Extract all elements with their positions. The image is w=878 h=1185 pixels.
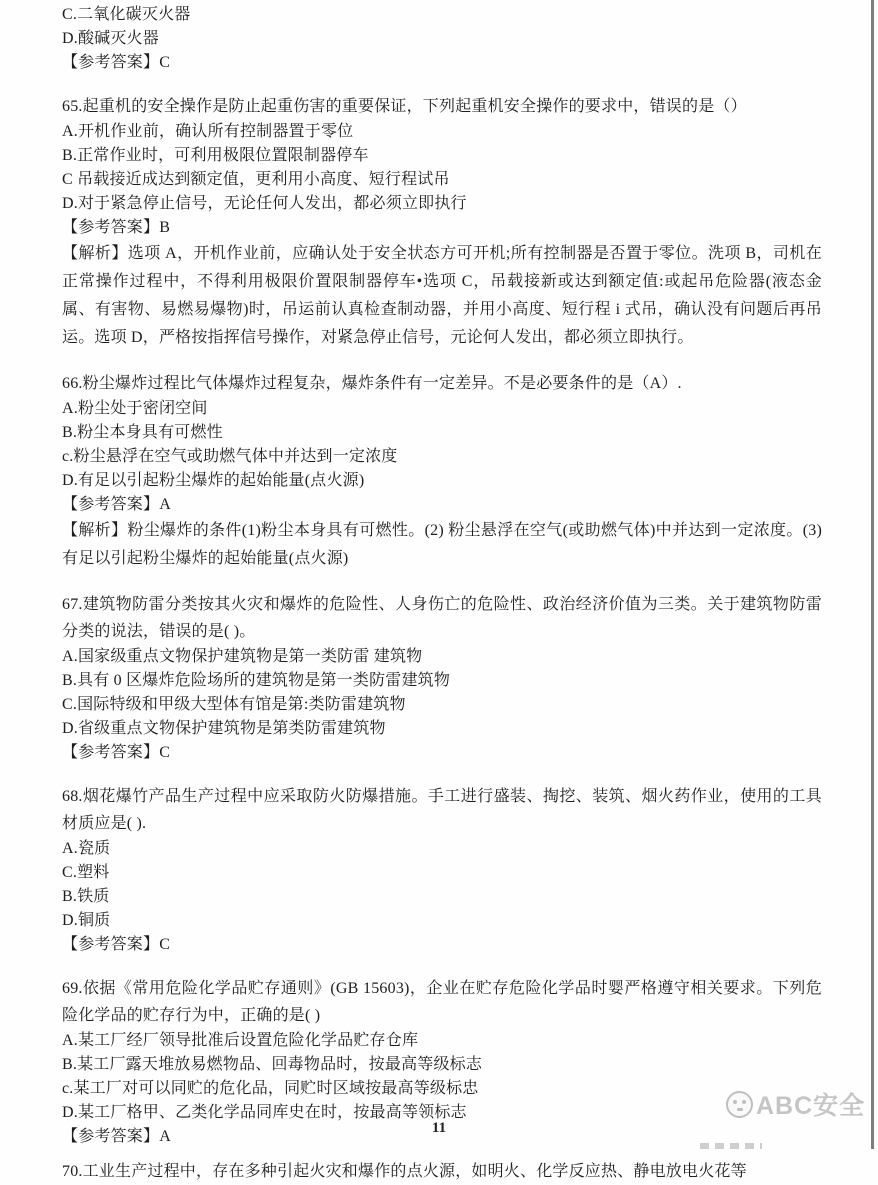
option-line: B.铁质 [62,888,110,905]
question-64-partial [62,3,822,75]
question-stem: 68.烟花爆竹产品生产过程中应采取防火防爆措施。手工进行盛装、掏挖、装筑、烟火药作业，使用的工具材质应是( ). [62,788,822,832]
question-68 [62,783,822,957]
explanation-text: 【解析】粉尘爆炸的条件(1)粉尘本身具有可燃性。(2) 粉尘悬浮在空气(或助燃气体)中并达到一定浓度。(3)有足以引起粉尘爆炸的起始能量(点火源) [62,522,822,567]
question-stem: 67.建筑物防雷分类按其火灾和爆炸的危险性、人身伤亡的危险性、政治经济价值为三类。关于建筑物防雷分类的说法，错误的是( )。 [62,596,822,640]
watermark-text: ABC安全 [756,1092,866,1120]
answer-line: 【参考答案】B [62,219,171,236]
option-line: A.某工厂经厂领导批准后设置危险化学品贮存仓库 [62,1032,419,1049]
option-line: D.有足以引起粉尘爆炸的起始能量(点火源) [62,472,365,489]
question-stem: 66.粉尘爆炸过程比气体爆炸过程复杂，爆炸条件有一定差异。不是必要条件的是（A）. [62,375,682,392]
clipped-footer-text [700,1143,762,1149]
question-70 [62,1158,822,1185]
question-66 [62,370,822,573]
option-line: C.塑料 [62,864,110,881]
option-line: B.粉尘本身具有可燃性 [62,424,223,441]
answer-line: 【参考答案】A [62,1128,171,1145]
option-line: A.瓷质 [62,840,111,857]
option-line: B.某工厂露天堆放易燃物品、回毒物品时，按最高等级标志 [62,1056,483,1073]
page-number: 11 [431,1120,447,1136]
explanation-text: 【解析】选项 A，开机作业前，应确认处于安全状态方可开机;所有控制器是否置于零位。洗项 B，司机在正常操作过程中，不得利用极限价置限制器停车•选项 C，吊载接新或达到额定值:或起吊危险器(液态金属、有害物、易燃易爆物)时，吊运前认真检查制动器，并用小高度、短行程 i 式吊，确认没有问题后再吊运。选项 D，严格按指挥信号操作，对紧急停止信号，元论何人发出，都必须立即执行。 [62,245,822,346]
question-stem: 65.起重机的安全操作是防止起重伤害的重要保证，下列起重机安全操作的要求中，错误的是（） [62,98,747,115]
option-line: A.国家级重点文物保护建筑物是第一类防雷 建筑物 [62,648,423,665]
option-line: B.具有 0 区爆炸危险场所的建筑物是第一类防雷建筑物 [62,672,451,689]
answer-line: 【参考答案】A [62,496,171,513]
option-line: c.粉尘悬浮在空气或助燃气体中并达到一定浓度 [62,448,398,465]
answer-line: 【参考答案】C [62,54,171,71]
option-line: A.开机作业前，确认所有控制器置于零位 [62,123,354,140]
option-line: c.某工厂对可以同贮的危化品，同贮时区域按最高等级标忠 [62,1080,479,1097]
option-line: C.二氧化碳灭火器 [62,6,191,23]
option-line: D.对于紧急停止信号，无论任何人发出，都必须立即执行 [62,195,467,212]
option-line: A.粉尘处于密闭空间 [62,400,208,417]
option-line: C.国际特级和甲级大型体有馆是第:类防雷建筑物 [62,696,406,713]
option-line: B.正常作业时，可利用极限位置限制器停车 [62,147,369,164]
question-67 [62,591,822,765]
question-65 [62,93,822,352]
page-content [62,3,822,1185]
option-line: D.酸碱灭火器 [62,30,159,47]
answer-line: 【参考答案】C [62,744,171,761]
answer-line: 【参考答案】C [62,936,171,953]
option-line: D.省级重点文物保护建筑物是第类防雷建筑物 [62,720,386,737]
question-stem: 69.依据《常用危险化学品贮存通则》(GB 15603)，企业在贮存危险化学品时婴严格遵守相关要求。下列危险化学品的贮存行为中，正确的是( ) [62,980,822,1024]
option-line: C 吊载接近成达到额定值，更利用小高度、短行程试吊 [62,171,450,188]
option-line: D.铜质 [62,912,111,929]
option-line: D.某工厂格甲、乙类化学品同库史在时，按最高等领标志 [62,1104,467,1121]
question-stem: 70.工业生产过程中，存在多种引起火灾和爆作的点火源，如明火、化学反应热、静电放电火花等 [62,1163,747,1180]
page-edge-line [871,0,874,1149]
